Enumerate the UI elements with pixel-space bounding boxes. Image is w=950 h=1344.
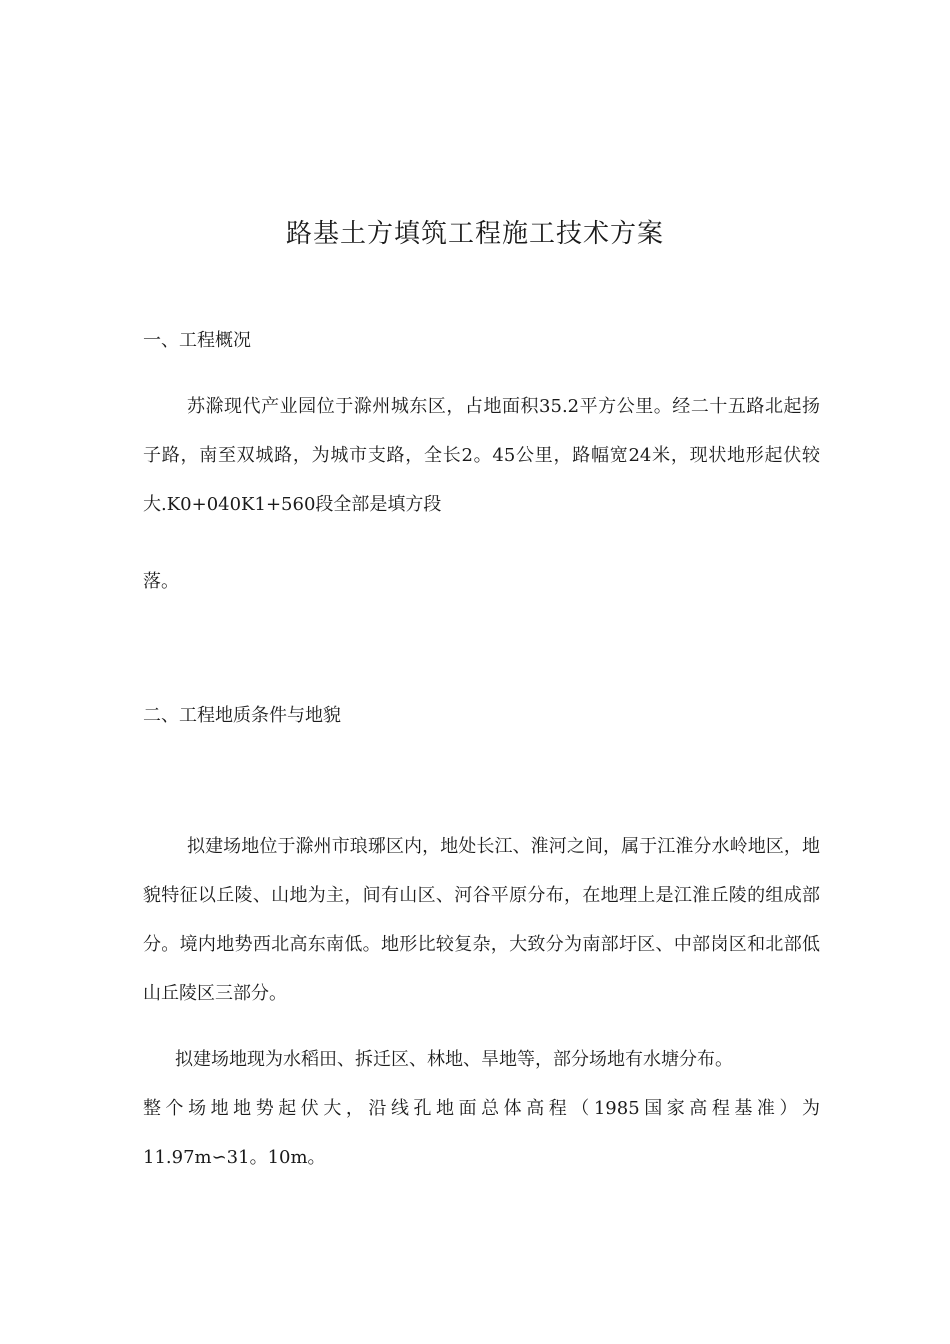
geology-paragraph: 拟建场地位于滁州市琅琊区内，地处长江、淮河之间，属于江淮分水岭地区，地貌特征以丘陵、山地为主，间有山区、河谷平原分布，在地理上是江淮丘陵的组成部分。境内地势西北高东南低。地形比较复杂，大致分为南部圩区、中部岗区和北部低山丘陵区三部分。 (143, 836, 820, 1004)
section-heading-overview: 一、工程概况 (143, 330, 251, 351)
site-paragraph-line3: 11.97m∽31。10m。 (143, 1147, 326, 1168)
section-heading-geology: 二、工程地质条件与地貌 (143, 705, 341, 726)
overview-paragraph-tail: 落。 (143, 571, 179, 592)
overview-paragraph: 苏滁现代产业园位于滁州城东区，占地面积35.2平方公里。经二十五路北起扬子路，南至双城路，为城市支路，全长2。45公里，路幅宽24米，现状地形起伏较大.K0+040K1+560段全部是填方段 (143, 396, 820, 515)
site-paragraph-line1: 拟建场地现为水稻田、拆迁区、林地、旱地等，部分场地有水塘分布。 (175, 1049, 733, 1070)
document-title: 路基土方填筑工程施工技术方案 (285, 219, 664, 249)
site-paragraph-line2: 整个场地地势起伏大，沿线孔地面总体高程（1985国家高程基准）为 (143, 1098, 820, 1119)
